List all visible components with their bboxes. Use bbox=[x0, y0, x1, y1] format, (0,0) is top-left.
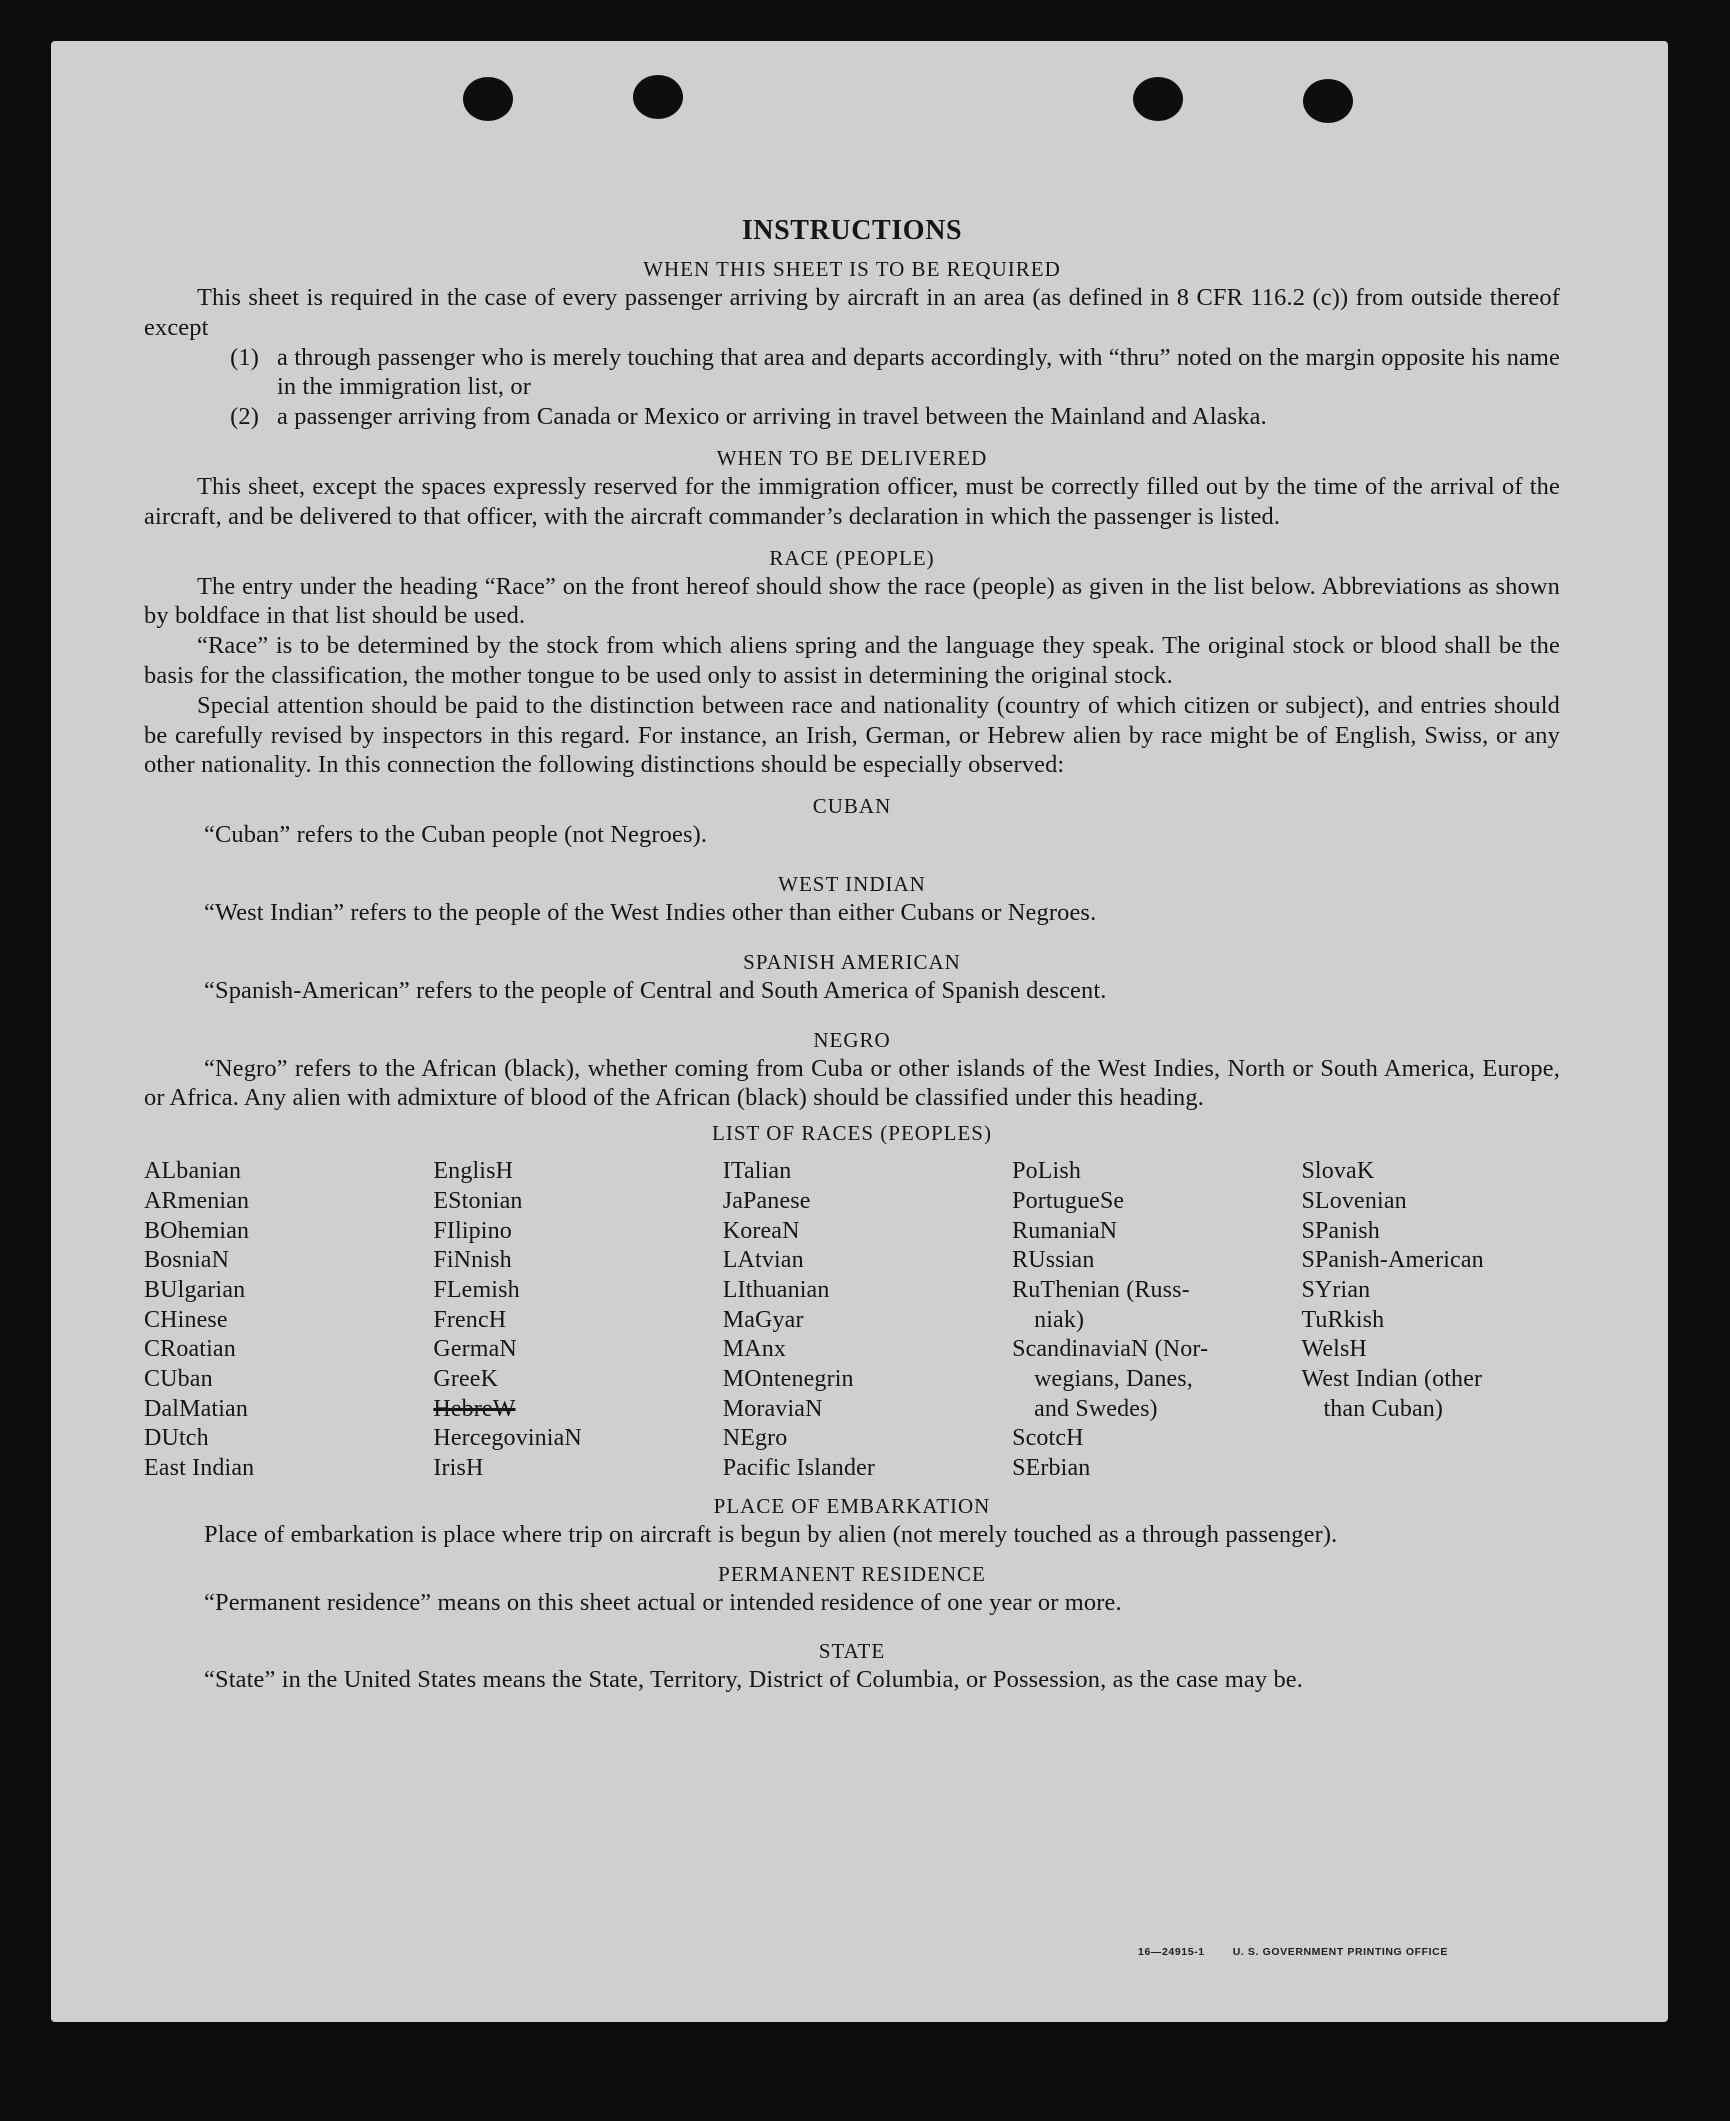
race-entry-continued: and Swedes) bbox=[1034, 1395, 1158, 1422]
race-column bbox=[723, 1157, 1012, 1484]
race-entry: DUtch bbox=[144, 1425, 209, 1452]
printer-imprint bbox=[1138, 1946, 1448, 1958]
race-column bbox=[433, 1157, 722, 1484]
race-entry: ARmenian bbox=[144, 1187, 250, 1214]
race-entry: GreeK bbox=[433, 1366, 499, 1393]
paragraph-when-delivered: This sheet, except the spaces expressly reserved for the immigration officer, must be correctly filled out by the time of the arrival of the aircraft, and be delivered to that officer, with the aircraft commander’s declaration in which the passenger is listed. bbox=[144, 472, 1560, 530]
section-heading-west-indian: WEST INDIAN bbox=[778, 871, 926, 896]
section-heading-race: RACE (PEOPLE) bbox=[769, 545, 935, 570]
race-entry: MoraviaN bbox=[722, 1395, 823, 1422]
race-entry: JaPanese bbox=[722, 1187, 811, 1214]
punch-hole bbox=[633, 75, 683, 119]
race-entry: PortugueSe bbox=[1012, 1187, 1125, 1214]
race-entry: FLemish bbox=[433, 1276, 520, 1303]
race-entry: FrencH bbox=[433, 1306, 507, 1333]
race-entry: SLovenian bbox=[1301, 1187, 1407, 1214]
race-entry: SPanish bbox=[1301, 1217, 1380, 1244]
race-entry-struck: HebreW bbox=[433, 1395, 516, 1422]
section-heading-state: STATE bbox=[818, 1639, 886, 1664]
race-entry: RuThenian (Russ- bbox=[1012, 1276, 1190, 1303]
paragraph-spanish-american: “Spanish-American” refers to the people of Central and South America of Spanish descent. bbox=[204, 976, 1107, 1004]
race-entry: MAnx bbox=[722, 1336, 786, 1363]
punch-hole bbox=[463, 77, 513, 121]
race-entry: RUssian bbox=[1012, 1247, 1095, 1274]
section-heading-spanish-american: SPANISH AMERICAN bbox=[743, 949, 961, 974]
race-entry: GermaN bbox=[433, 1336, 517, 1363]
list-item bbox=[144, 402, 1560, 432]
paragraph-negro: “Negro” refers to the African (black), whether coming from Cuba or other islands of the West Indies, North or South America, Europe, or Africa. Any alien with admixture of blood of the African (black) should be classified under this heading. bbox=[144, 1054, 1560, 1112]
paragraph-place-of-embarkation: Place of embarkation is place where trip on aircraft is begun by alien (not merely touched as a through passenger). bbox=[204, 1520, 1338, 1548]
race-column bbox=[1301, 1157, 1560, 1484]
section-heading-permanent-residence: PERMANENT RESIDENCE bbox=[718, 1561, 986, 1586]
race-entry: CRoatian bbox=[144, 1336, 236, 1363]
race-column bbox=[144, 1157, 433, 1484]
list-item-text: a passenger arriving from Canada or Mexico or arriving in travel between the Mainland and Alaska. bbox=[277, 403, 1267, 431]
document-title: INSTRUCTIONS bbox=[741, 215, 963, 246]
section-heading-list-of-races: LIST OF RACES (PEOPLES) bbox=[712, 1121, 992, 1146]
race-entry: FIlipino bbox=[433, 1217, 512, 1244]
section-heading-when-delivered: WHEN TO BE DELIVERED bbox=[716, 445, 988, 470]
punch-hole bbox=[1133, 77, 1183, 121]
race-entry: KoreaN bbox=[722, 1217, 800, 1244]
printer-name: U. S. GOVERNMENT PRINTING OFFICE bbox=[1232, 1946, 1448, 1958]
race-entry: SErbian bbox=[1012, 1455, 1091, 1482]
paragraph-permanent-residence: “Permanent residence” means on this sheet actual or intended residence of one year or more. bbox=[204, 1588, 1122, 1616]
form-number: 16—24915-1 bbox=[1138, 1946, 1205, 1958]
race-entry: ScandinaviaN (Nor- bbox=[1012, 1336, 1209, 1363]
race-entry: MOntenegrin bbox=[722, 1366, 854, 1393]
instructions-content bbox=[144, 179, 1560, 1695]
race-entry: HercegoviniaN bbox=[433, 1425, 582, 1452]
section-heading-place-of-embarkation: PLACE OF EMBARKATION bbox=[713, 1493, 991, 1518]
race-entry: LIthuanian bbox=[722, 1276, 830, 1303]
list-item-number: (2) bbox=[230, 403, 259, 431]
race-entry: SPanish-American bbox=[1301, 1247, 1484, 1274]
race-list bbox=[144, 1157, 1560, 1484]
race-entry: SYrian bbox=[1301, 1276, 1371, 1303]
paragraph-race-3: Special attention should be paid to the distinction between race and nationality (country of which citizen or subject), and entries should be carefully revised by inspectors in this regard. For instance, an Irish, German, or Hebrew alien by race might be of English, Swiss, or any other nationality. In this connection the following distinctions should be especially observed: bbox=[144, 691, 1560, 779]
race-entry: Pacific Islander bbox=[722, 1455, 876, 1482]
race-entry: CHinese bbox=[144, 1306, 228, 1333]
race-entry: ALbanian bbox=[144, 1158, 242, 1185]
paragraph-race-1: The entry under the heading “Race” on the front hereof should show the race (people) as given in the list below. Abbreviations as shown by boldface in that list should be used. bbox=[144, 572, 1560, 630]
race-entry: East Indian bbox=[144, 1455, 255, 1482]
race-entry: EStonian bbox=[433, 1187, 523, 1214]
race-entry: EnglisH bbox=[433, 1158, 514, 1185]
race-entry: NEgro bbox=[722, 1425, 788, 1452]
race-entry: BOhemian bbox=[144, 1217, 250, 1244]
race-entry: TuRkish bbox=[1301, 1306, 1385, 1333]
race-entry: LAtvian bbox=[722, 1247, 804, 1274]
race-entry: RumaniaN bbox=[1012, 1217, 1118, 1244]
document-page bbox=[51, 41, 1668, 2022]
race-entry-continued: wegians, Danes, bbox=[1034, 1366, 1193, 1393]
section-heading-negro: NEGRO bbox=[813, 1027, 891, 1052]
section-heading-when-required: WHEN THIS SHEET IS TO BE REQUIRED bbox=[643, 257, 1061, 281]
paragraph-state: “State” in the United States means the State, Territory, District of Columbia, or Possession, as the case may be. bbox=[204, 1666, 1304, 1694]
list-item bbox=[144, 343, 1560, 403]
race-column bbox=[1012, 1157, 1301, 1484]
race-entry-continued: niak) bbox=[1034, 1306, 1085, 1333]
race-entry: IrisH bbox=[433, 1455, 484, 1482]
paragraph-when-required: This sheet is required in the case of every passenger arriving by aircraft in an area (as defined in 8 CFR 116.2 (c)) from outside thereof except bbox=[144, 284, 1560, 341]
race-entry: WelsH bbox=[1301, 1336, 1367, 1363]
race-entry: West Indian (other bbox=[1301, 1366, 1483, 1393]
race-entry-continued: than Cuban) bbox=[1323, 1395, 1444, 1422]
paragraph-cuban: “Cuban” refers to the Cuban people (not Negroes). bbox=[204, 821, 708, 849]
race-entry: PoLish bbox=[1012, 1158, 1081, 1185]
section-heading-cuban: CUBAN bbox=[812, 794, 892, 819]
paragraph-west-indian: “West Indian” refers to the people of the West Indies other than either Cubans or Negroes. bbox=[204, 898, 1097, 926]
punch-hole bbox=[1303, 79, 1353, 123]
race-entry: BUlgarian bbox=[144, 1276, 246, 1303]
list-item-text: a through passenger who is merely touching that area and departs accordingly, with “thru” noted on the margin opposite his name in the immigration list, or bbox=[277, 343, 1560, 401]
race-entry: SlovaK bbox=[1301, 1158, 1375, 1185]
race-entry: MaGyar bbox=[722, 1306, 804, 1333]
race-entry: ScotcH bbox=[1012, 1425, 1084, 1452]
race-entry: FiNnish bbox=[433, 1247, 512, 1274]
race-entry: DalMatian bbox=[144, 1395, 248, 1422]
list-item-number: (1) bbox=[230, 343, 259, 371]
race-entry: BosniaN bbox=[144, 1247, 230, 1274]
race-entry: ITalian bbox=[722, 1158, 792, 1185]
race-entry: CUban bbox=[144, 1366, 213, 1393]
paragraph-race-2: “Race” is to be determined by the stock from which aliens spring and the language they speak. The original stock or blood shall be the basis for the classification, the mother tongue to be used only to assist in determining the original stock. bbox=[144, 632, 1560, 689]
